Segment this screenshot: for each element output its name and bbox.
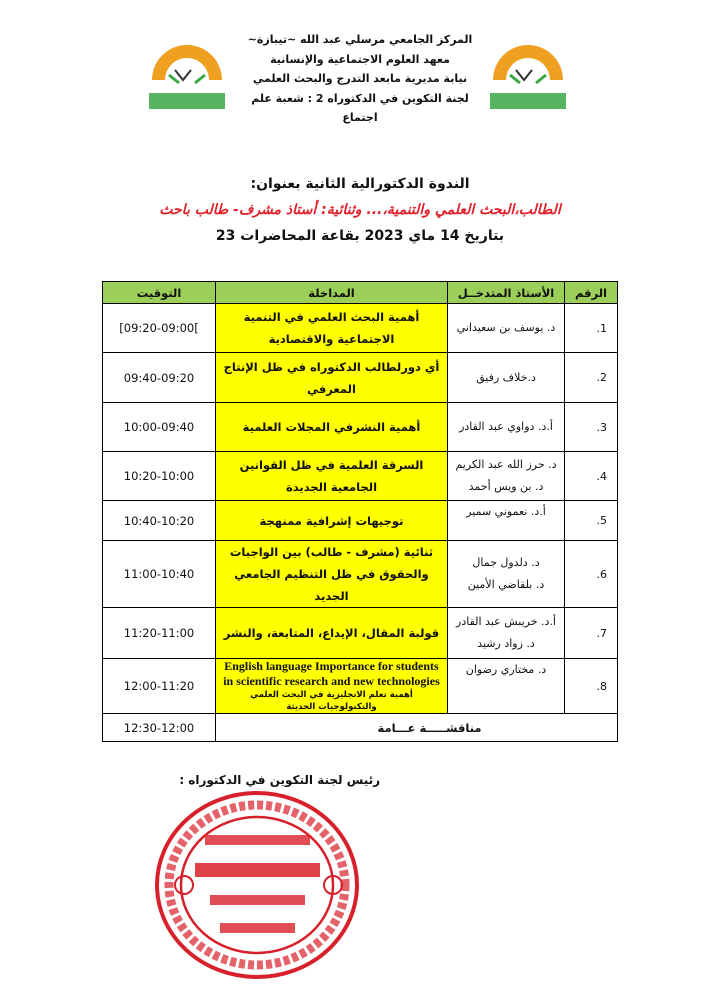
header-speaker: الأستاذ المتدخــل — [448, 282, 565, 304]
row-num: 5. — [565, 501, 618, 541]
table-row — [103, 541, 618, 608]
seminar-title: الطالب،البحث العلمي والتنمية،... وثنائية: أستاذ مشرف- طالب باحث — [159, 202, 561, 218]
table-row — [103, 608, 618, 659]
speaker: أ.د. دواوي عبد القادر — [448, 403, 565, 452]
header-line: نيابة مديرية مابعد التدرج والبحث العلمي — [252, 72, 468, 85]
time-slot: 10:20-10:00 — [103, 452, 216, 501]
official-stamp — [150, 785, 365, 985]
table-row — [103, 659, 618, 714]
speakers — [448, 608, 565, 659]
speakers — [448, 452, 565, 501]
speaker: د. مختاري رضوان — [448, 659, 565, 714]
seminar-date: بتاريخ 14 ماي 2023 بقاعة المحاضرات 23 — [215, 228, 505, 244]
time-slot: 11:20-11:00 — [103, 608, 216, 659]
table-row — [103, 304, 618, 353]
row-num: 1. — [565, 304, 618, 353]
signature-label: رئيس لجنة التكوين في الدكتوراه : — [179, 773, 380, 787]
speaker: د. بلقاضي الأمين — [467, 578, 545, 591]
header-talk: المداخلة — [216, 282, 448, 304]
talk-title: أي دورلطالب الدكتوراه في ظل الإنتاج المعرفي — [216, 353, 448, 403]
speaker: د. حرز الله عبد الكريم — [455, 458, 557, 471]
speaker: أ.د. خريبش عبد القادر — [456, 615, 556, 628]
row-num: 8. — [565, 659, 618, 714]
time-slot: [09:20-09:00[ — [103, 304, 216, 353]
time-slot: 09:40-09:20 — [103, 353, 216, 403]
seminar-heading: الندوة الدكتورالية الثانية بعنوان: — [250, 176, 470, 192]
talk-title: قولبة المقال، الإيداع، المتابعة، والنشر — [216, 608, 448, 659]
header-time: التوقيت — [103, 282, 216, 304]
talk-title: أهمية البحث العلمي في التنمية الاجتماعية والاقتصادية — [216, 304, 448, 353]
talk-title-english: English language Importance for students in scientific research and new technologies — [223, 659, 440, 688]
discussion-label: مناقشـــــة عـــامة — [216, 714, 618, 742]
table-row — [103, 403, 618, 452]
time-slot: 10:00-09:40 — [103, 403, 216, 452]
time-slot: 11:00-10:40 — [103, 541, 216, 608]
row-num: 6. — [565, 541, 618, 608]
speakers — [448, 541, 565, 608]
header-num: الرقم — [565, 282, 618, 304]
time-slot: 12:00-11:20 — [103, 659, 216, 714]
program-table — [102, 281, 618, 742]
row-num: 3. — [565, 403, 618, 452]
talk-title — [216, 659, 448, 714]
talk-title: ثنائية (مشرف - طالب) بين الواجبات والحقوق في ظل التنظيم الجامعي الجديد — [216, 541, 448, 608]
header-line: المركز الجامعي مرسلي عبد الله ~تيبازة~ — [247, 33, 473, 46]
speaker: د.خلاف رفيق — [448, 353, 565, 403]
row-num: 7. — [565, 608, 618, 659]
table-row-discussion — [103, 714, 618, 742]
speaker: د. زواد رشيد — [477, 637, 535, 650]
institution-header — [240, 30, 480, 128]
header-line: لجنة التكوين في الدكتوراه 2 : شعبة علم اجتماع — [251, 91, 469, 124]
university-logo-left — [137, 25, 237, 115]
speaker: أ.د. نعموني سمير — [448, 501, 565, 541]
speaker: د. دلدول جمال — [472, 556, 540, 569]
university-logo-right — [478, 25, 578, 115]
row-num: 4. — [565, 452, 618, 501]
speaker: د. يوسف بن سعيداني — [448, 304, 565, 353]
table-row — [103, 452, 618, 501]
time-slot: 12:30-12:00 — [103, 714, 216, 742]
talk-title-arabic: أهمية تعلم الانجليزية في البحث العلمي والتكنولوجيات الحديثة — [250, 690, 413, 712]
header-line: معهد العلوم الاجتماعية والإنسانية — [270, 52, 450, 66]
row-num: 2. — [565, 353, 618, 403]
time-slot: 10:40-10:20 — [103, 501, 216, 541]
talk-title: أهمية النشرفي المجلات العلمية — [216, 403, 448, 452]
table-row — [103, 501, 618, 541]
table-row — [103, 353, 618, 403]
speaker: د. بن ويس أحمد — [468, 480, 544, 493]
talk-title: السرقة العلمية في ظل القوانين الجامعية الجديدة — [216, 452, 448, 501]
table-header-row — [103, 282, 618, 304]
talk-title: توجيهات إشرافية ممنهجة — [216, 501, 448, 541]
